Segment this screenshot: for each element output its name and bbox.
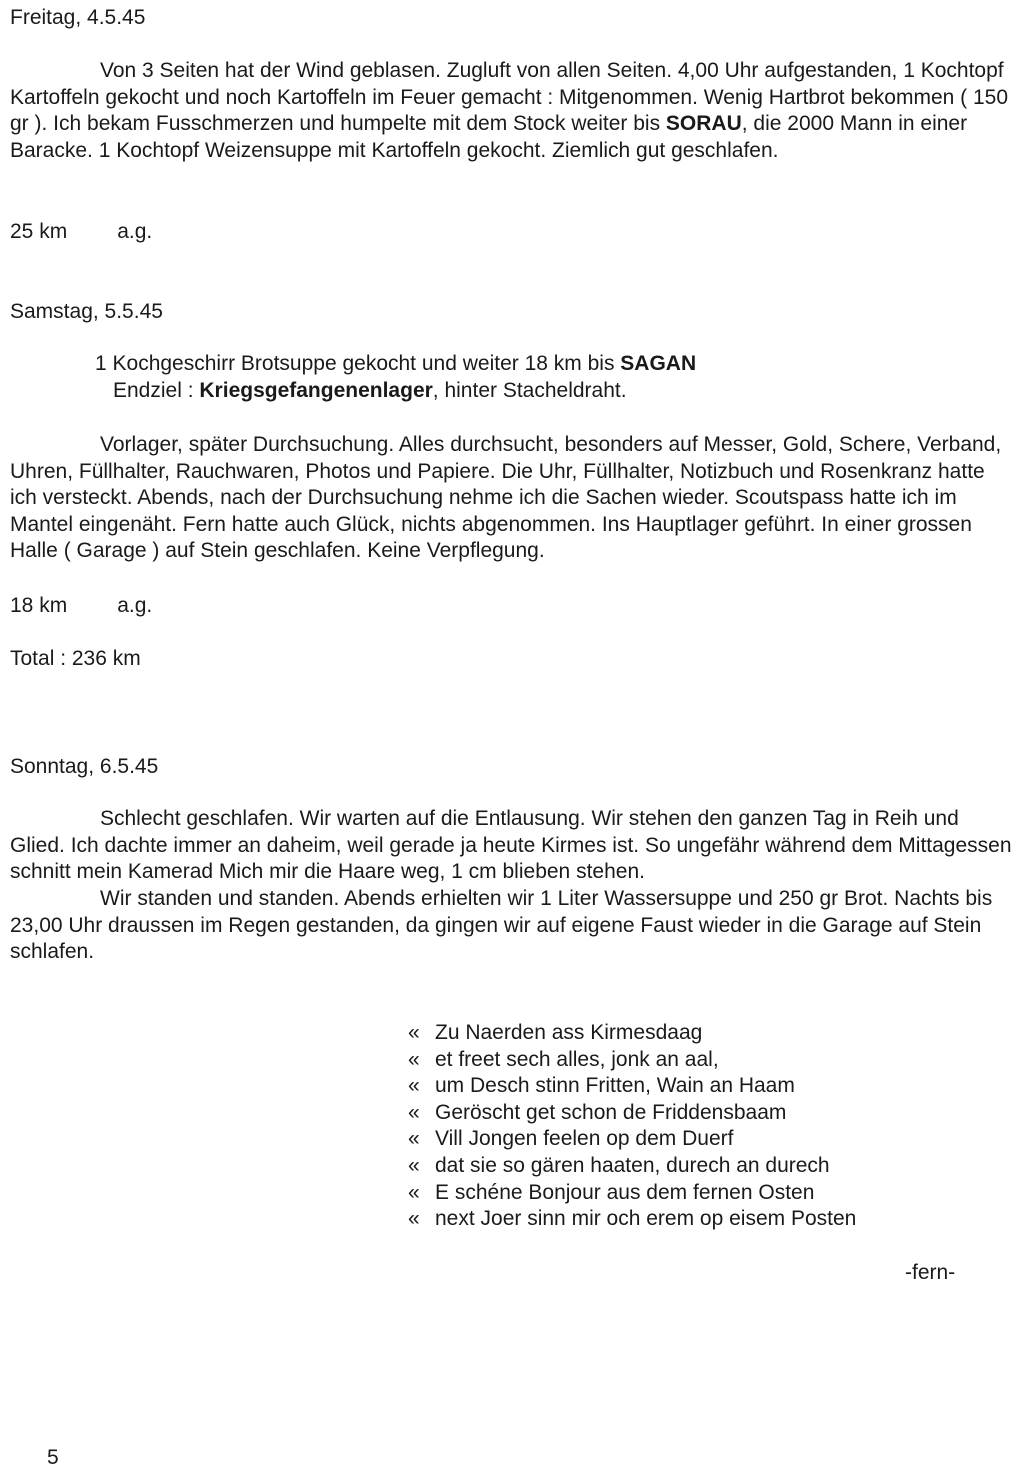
entry-date-sunday: Sonntag, 6.5.45 [10,755,159,778]
distance-value: 25 km [10,220,68,243]
poem-line-text: Vill Jongen feelen op dem Duerf [435,1127,734,1151]
poem-line-text: et freet sech alles, jonk an aal, [435,1047,719,1071]
entry-date-saturday: Samstag, 5.5.45 [10,300,163,323]
poem-line-text: um Desch stinn Fritten, Wain an Haam [435,1074,795,1098]
saturday-line-1 [95,351,696,378]
poem-line [408,1126,856,1153]
quote-mark: « [408,1021,420,1044]
poem-line [408,1153,856,1180]
quote-mark: « [408,1153,420,1177]
poem-line-text: E schéne Bonjour aus dem fernen Osten [435,1180,815,1204]
distance-note: a.g. [117,594,153,617]
quote-mark: « [408,1207,420,1231]
poem-line [408,1047,856,1074]
endziel-rest: , hinter Stacheldraht. [432,378,627,402]
poem-line-text: Zu Naerden ass Kirmesdaag [435,1021,703,1044]
quote-mark: « [408,1100,420,1124]
quote-mark: « [408,1047,420,1071]
entry-text-saturday: Vorlager, später Durchsuchung. Alles durchsucht, besonders auf Messer, Gold, Schere, Verband, Uhren, Füllhalter, Rauchwaren, Photos und Papiere. Die Uhr, Füllhalter, Notizbuch und Rosenkranz hatte ich versteckt. Abends, nach der Durchsuchung nehme ich die Sachen wieder. Scoutspass hatte ich im Mantel eingenäht. Fern hatte auch Glück, nichts abgenommen. Ins Hauptlager geführt. In einer grossen Halle ( Garage ) auf Stein geschlafen. Keine Verpflegung. [10,433,1002,563]
distance-friday [10,219,152,246]
endziel-value: Kriegsgefangenenlager [199,378,433,402]
distance-note: a.g. [117,220,153,243]
quote-mark: « [408,1127,420,1151]
poem-line-text: Geröscht get schon de Friddensbaam [435,1100,787,1124]
distance-saturday [10,593,152,620]
page-number: 5 [47,1446,59,1469]
quote-mark: « [408,1074,420,1098]
poem-line-text: next Joer sinn mir och erem op eisem Posten [435,1207,857,1231]
place-sorau: SORAU [665,112,742,136]
poem-line [408,1206,856,1233]
poem [408,1020,856,1233]
total-distance: Total : 236 km [10,647,141,670]
friday-text-a: Von 3 Seiten hat der Wind geblasen. Zugluft von allen Seiten. 4,00 Uhr aufgestanden, 1 Kochtopf Kartoffeln gekocht und noch Kartoffeln im Feuer gemacht : Mitgenommen. Wenig Hartbrot bekommen ( 150 gr ). Ich bekam Fusschmerzen und humpelte mit dem Stock weiter bis [10,59,1009,136]
signature: -fern- [905,1261,956,1284]
friday-text-b: , die 2000 Mann in einer Baracke. 1 Kochtopf Weizensuppe mit Kartoffeln gekocht. Ziemlich gut geschlafen. [10,112,968,162]
entry-date-friday: Freitag, 4.5.45 [10,6,146,29]
quote-mark: « [408,1180,420,1204]
saturday-line-1-text: 1 Kochgeschirr Brotsuppe gekocht und weiter 18 km bis [95,352,621,375]
place-sagan: SAGAN [620,352,697,375]
entry-text-sunday-2: Wir standen und standen. Abends erhielten wir 1 Liter Wassersuppe und 250 gr Brot. Nachts bis 23,00 Uhr draussen im Regen gestanden, da gingen wir auf eigene Faust wieder in die Garage auf Stein schlafen. [10,887,993,964]
poem-line [408,1180,856,1207]
entry-text-friday [10,58,1014,164]
saturday-line-2 [95,378,696,405]
poem-line [408,1100,856,1127]
poem-line-text: dat sie so gären haaten, durech an durech [435,1153,830,1177]
entry-text-sunday-1: Schlecht geschlafen. Wir warten auf die Entlausung. Wir stehen den ganzen Tag in Reih und Glied. Ich dachte immer an daheim, weil gerade ja heute Kirmes ist. So ungefähr während dem Mittagessen schnitt mein Kamerad Mich mir die Haare weg, 1 cm blieben stehen. [10,807,1012,884]
distance-value: 18 km [10,594,68,617]
poem-line [408,1020,856,1047]
endziel-label: Endziel : [113,378,200,402]
poem-line [408,1073,856,1100]
saturday-intro [95,351,696,404]
